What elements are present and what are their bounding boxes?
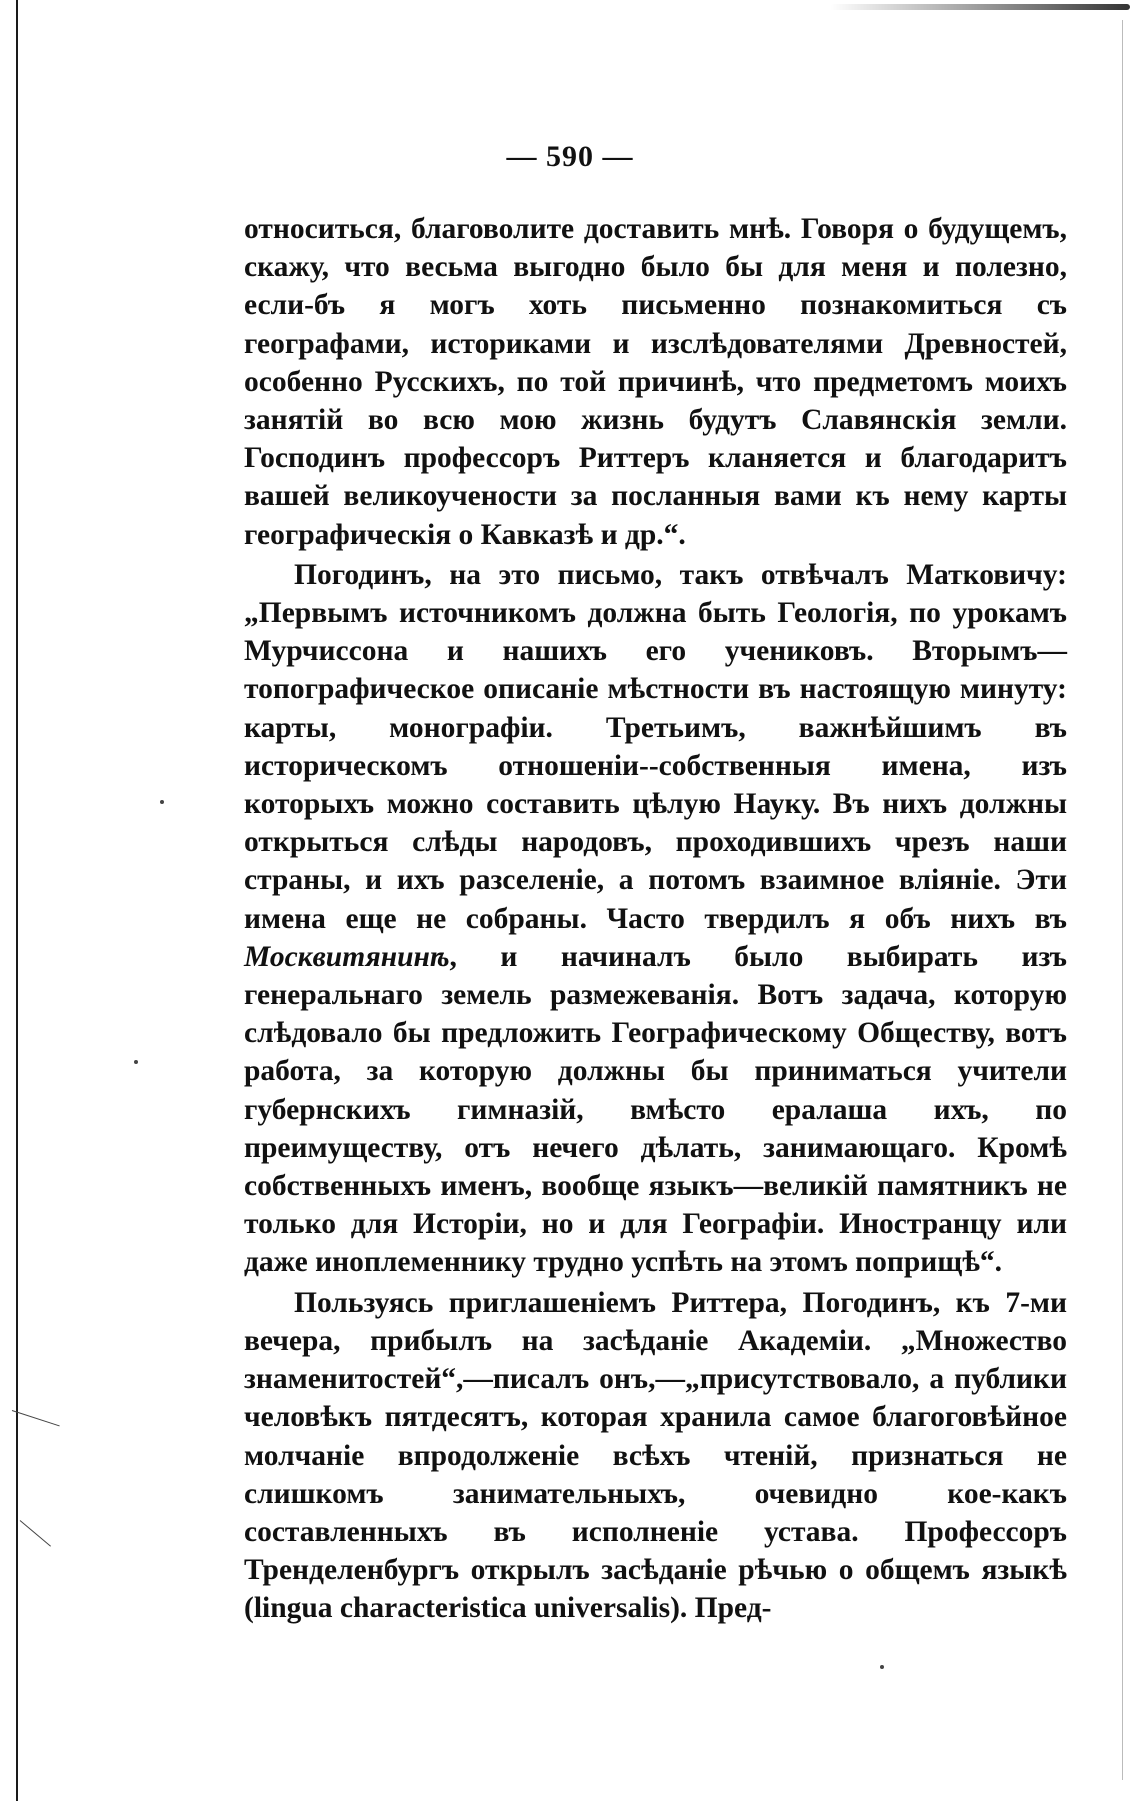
margin-mark: [134, 1060, 138, 1064]
journal-title: Москвитянинѣ: [244, 940, 450, 973]
paragraph-2-part-1: Погодинъ, на это письмо, такъ отвѣчалъ Матковичу: „Первымъ источникомъ должна быть Геологія, по урокамъ Мурчиссона и нашихъ его учениковъ. Вторымъ—топографическое описаніе мѣстности въ настоящую минуту: карты, монографіи. Третьимъ, важнѣйшимъ въ историческомъ отношеніи--собственныя имена, изъ которыхъ можно составить цѣлую Науку. Въ нихъ должны открыться слѣды народовъ, проходившихъ чрезъ наши страны, и ихъ разселеніе, а потомъ взаимное вліяніе. Эти имена еще не собраны. Часто твердилъ я объ нихъ въ: [244, 558, 1067, 935]
page-left-edge: [16, 0, 18, 1801]
margin-mark: [160, 800, 164, 804]
top-scan-smudge: [830, 4, 1130, 10]
paragraph-3: Пользуясь приглашеніемъ Риттера, Погодинъ, къ 7-ми вечера, прибылъ на засѣданіе Академіи. „Множество знаменитостей“,—писалъ онъ,—„присутствовало, а публики человѣкъ пятдесятъ, которая хранила самое благоговѣйное молчаніе впродолженіе всѣхъ чтеній, признаться не слишкомъ занимательныхъ, очевидно кое-какъ составленныхъ въ исполненіе устава. Профессоръ Тренделенбургъ открылъ засѣданіе рѣчью о общемъ языкѣ (lingua characteristica universalis). Пред-: [244, 1286, 1067, 1625]
page-number: — 590 —: [506, 140, 634, 173]
paragraph-2: [244, 556, 1067, 1282]
paragraph-2-part-2: , и начиналъ было выбирать изъ генеральнаго земель размежеванія. Вотъ задача, которую слѣдовало бы предложить Географическому Обществу, вотъ работа, за которую должны бы приниматься учители губернскихъ гимназій, вмѣсто ералаша ихъ, по преимуществу, отъ нечего дѣлать, занимающаго. Кромѣ собственныхъ именъ, вообще языкъ—великій памятникъ не только для Исторіи, но и для Географіи. Иностранцу или даже иноплеменнику трудно успѣть на этомъ поприщѣ“.: [244, 940, 1067, 1279]
margin-mark: [12, 1410, 60, 1426]
body-text: [244, 210, 1067, 1628]
page-right-edge: [1122, 20, 1123, 1780]
margin-mark: [880, 1665, 884, 1669]
margin-mark: [20, 1520, 51, 1546]
paragraph-1: относиться, благоволите доставить мнѣ. Говоря о будущемъ, скажу, что весьма выгодно было бы для меня и полезно, если-бъ я могъ хоть письменно познакомиться съ географами, историками и изслѣдователями Древностей, особенно Русскихъ, по той причинѣ, что предметомъ моихъ занятій во всю мою жизнь будутъ Славянскія земли. Господинъ профессоръ Риттеръ кланяется и благодаритъ вашей великоучености за посланныя вами къ нему карты географическія о Кавказѣ и др.“.: [244, 213, 1067, 551]
